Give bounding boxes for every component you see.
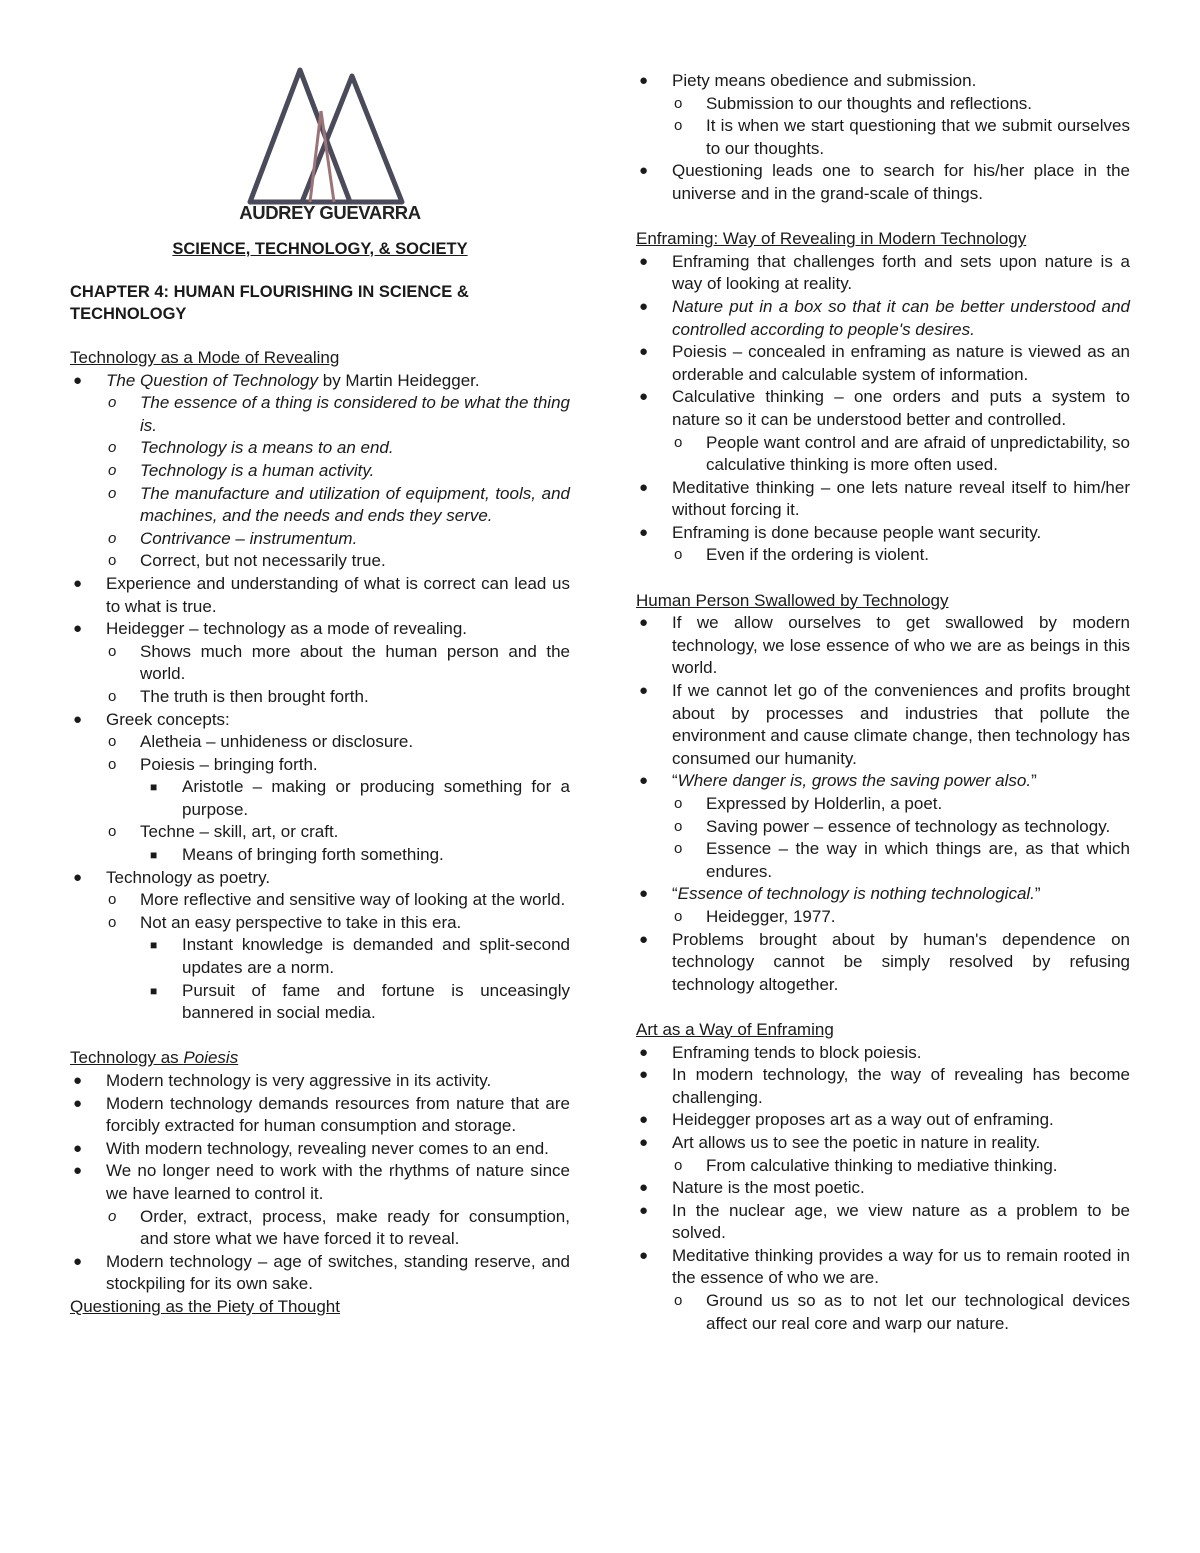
circle-bullet-icon: o [674,117,683,135]
list-item: o Expressed by Holderlin, a poet. [636,793,1130,816]
circle-bullet-icon: o [674,817,683,835]
bullet-icon: ● [639,1201,649,1219]
list-item: ● Technology as poetry. [70,867,570,890]
list-item: ● Calculative thinking – one orders and puts a system to nature so it can be understood better and controlled. [639,387,1130,429]
circle-bullet-icon: o [108,552,117,570]
bullet-icon: ● [639,162,649,180]
bullet-icon: ● [639,930,649,948]
circle-bullet-icon: o [108,642,117,660]
circle-bullet-icon: o [674,795,683,812]
list-item: ● If we cannot let go of the conveniences and profits brought about by processes and industries that pollute the environment and cause climate change, then technology has consumed our humanity. [639,681,1130,768]
list-item: o Even if the ordering is violent. [636,544,1130,567]
list-item: o Not an easy perspective to take in this era. [70,912,570,935]
circle-bullet-icon: o [108,529,117,547]
section-heading-art: Art as a Way of Enframing [636,1019,834,1039]
bullet-icon: ● [639,388,649,406]
section-heading-enframing: Enframing: Way of Revealing in Modern Technology [636,229,1027,249]
list-item: ● Heidegger proposes art as a way out of enframing. [636,1109,1130,1132]
list-item: ● Poiesis – concealed in enframing as nature is viewed as an orderable and calculable system of information. [639,342,1130,384]
list-item: ■ Pursuit of fame and fortune is unceasingly bannered in social media. [150,980,570,1023]
list-item: ● In modern technology, the way of revealing has become challenging. [639,1065,1130,1107]
list-item: o Aletheia – unhideness or disclosure. [70,731,570,754]
bullet-icon: ● [639,1246,649,1264]
list-item: ■ Instant knowledge is demanded and split-second updates are a norm. [150,935,570,978]
bullet-icon: ● [73,710,83,728]
circle-bullet-icon: o [674,546,683,564]
bullet-icon: ● [639,297,649,315]
bullet-icon: ● [639,252,649,270]
section-heading-swallowed: Human Person Swallowed by Technology [636,590,949,610]
section-list-poiesis [70,1070,570,1296]
circle-bullet-icon: o [108,733,117,751]
list-item: ● Problems brought about by human's dependence on technology cannot be simply resolved by refusing technology altogether. [639,929,1130,994]
list-item: o Technology is a means to an end. [70,437,570,460]
list-item: o Ground us so as to not let our technological devices affect our real core and warp our nature. [674,1291,1130,1333]
circle-bullet-icon: o [108,687,117,705]
circle-bullet-icon: o [674,433,683,451]
circle-bullet-icon: o [108,394,117,412]
circle-bullet-icon: o [108,461,117,479]
bullet-icon: ● [73,371,83,389]
bullet-icon: ● [73,868,83,886]
list-item: ● We no longer need to work with the rhythms of nature since we have learned to control it. [73,1161,570,1203]
list-item: ● “Where danger is, grows the saving power also.” [636,770,1130,793]
bullet-icon: ● [73,1252,83,1270]
bullet-icon: ● [639,885,649,903]
list-item: o Saving power – essence of technology as technology. [636,816,1130,839]
list-item: o The essence of a thing is considered to be what the thing is. [108,393,570,435]
list-item: o People want control and are afraid of unpredictability, so calculative thinking is more often used. [674,432,1130,475]
bullet-icon: ● [639,343,649,361]
square-bullet-icon: ■ [150,848,158,863]
list-item: ● Modern technology is very aggressive in its activity. [70,1070,570,1093]
section-list-swallowed [636,612,1130,996]
list-item: o Shows much more about the human person and the world. [108,641,570,684]
list-item: ● Nature is the most poetic. [636,1177,1130,1200]
list-item: ● Modern technology – age of switches, standing reserve, and stockpiling for its own sake. [73,1251,570,1294]
list-item: ● In the nuclear age, we view nature as a problem to be solved. [639,1200,1130,1243]
right-column [636,70,1130,1335]
list-item: ■ Means of bringing forth something. [70,844,570,867]
list-item: o The manufacture and utilization of equipment, tools, and machines, and the needs and ends they serve. [108,483,570,526]
bullet-icon: ● [73,1162,83,1180]
section-list-art [636,1042,1130,1336]
list-item: ● Enframing tends to block poiesis. [636,1042,1130,1065]
square-bullet-icon: ■ [150,938,158,953]
list-item: ● Meditative thinking – one lets nature reveal itself to him/her without forcing it. [639,477,1130,520]
list-item: ● With modern technology, revealing never comes to an end. [70,1138,570,1161]
list-item: o Contrivance – instrumentum. [70,528,570,551]
list-item: ● Experience and understanding of what is correct can lead us to what is true. [73,573,570,616]
list-item: o Essence – the way in which things are, as that which endures. [674,839,1130,881]
bullet-icon: ● [639,614,649,632]
list-item: o More reflective and sensitive way of looking at the world. [70,889,570,912]
list-item: ● Heidegger – technology as a mode of revealing. [70,618,570,641]
list-item: ● Meditative thinking provides a way for us to remain rooted in the essence of who we are. [639,1245,1130,1288]
list-item: o From calculative thinking to mediative thinking. [636,1155,1130,1178]
subject-title: SCIENCE, TECHNOLOGY, & SOCIETY [172,240,468,258]
section-list-mode-of-revealing [70,370,570,1025]
logo-author-name: AUDREY GUEVARRA [239,202,421,223]
bullet-icon: ● [639,1043,649,1061]
list-item: ● Art allows us to see the poetic in nature in reality. [636,1132,1130,1155]
bullet-icon: ● [639,772,649,790]
list-item: ● Enframing is done because people want security. [636,522,1130,545]
square-bullet-icon: ■ [150,983,158,998]
circle-bullet-icon: o [108,484,117,502]
list-item: o Poiesis – bringing forth. [70,754,570,777]
bullet-icon: ● [639,1066,649,1084]
circle-bullet-icon: o [108,755,117,773]
circle-bullet-icon: o [674,94,683,112]
circle-bullet-icon: o [108,439,117,457]
list-item: o Order, extract, process, make ready for consumption, and store what we have forced it to reveal. [108,1206,570,1249]
list-item: o Heidegger, 1977. [636,906,1130,929]
list-item: ● “Essence of technology is nothing technological.” [636,883,1130,906]
list-item: o Correct, but not necessarily true. [70,550,570,573]
list-item: o Techne – skill, art, or craft. [70,821,570,844]
list-item: o The truth is then brought forth. [70,686,570,709]
left-column [70,66,570,1319]
circle-bullet-icon: o [108,1207,117,1225]
section-list-piety [636,70,1130,206]
list-item: ● The Question of Technology by Martin Heidegger. [70,370,570,393]
list-item: ● Greek concepts: [70,709,570,732]
circle-bullet-icon: o [108,823,117,841]
section-list-enframing [636,251,1130,567]
list-item: ● Enframing that challenges forth and sets upon nature is a way of looking at reality. [639,251,1130,294]
bullet-icon: ● [639,1111,649,1129]
bullet-icon: ● [639,682,649,700]
bullet-icon: ● [73,1094,83,1112]
circle-bullet-icon: o [674,1156,683,1174]
list-item: ● Modern technology demands resources from nature that are forcibly extracted for human consumption and storage. [73,1093,570,1136]
square-bullet-icon: ■ [150,780,158,795]
section-heading-poiesis: Technology as Poiesis [70,1048,239,1068]
bullet-icon: ● [73,1139,83,1157]
list-item: ● Nature put in a box so that it can be better understood and controlled according to people's desires. [639,296,1130,339]
bullet-icon: ● [639,72,649,89]
list-item: o Submission to our thoughts and reflections. [636,93,1130,116]
circle-bullet-icon: o [108,891,117,909]
section-heading-mode-of-revealing: Technology as a Mode of Revealing [70,348,340,367]
circle-bullet-icon: o [108,913,117,931]
bullet-icon: ● [639,523,649,541]
bullet-icon: ● [73,620,83,638]
bullet-icon: ● [73,1072,83,1089]
triangle-logo-icon [220,66,420,206]
list-item: ● If we allow ourselves to get swallowed by modern technology, we lose essence of who we are as beings in this world. [639,613,1130,678]
bullet-icon: ● [639,1133,649,1151]
list-item: ● Questioning leads one to search for his/her place in the universe and in the grand-scale of things. [639,161,1130,203]
circle-bullet-icon: o [674,907,683,925]
list-item: o It is when we start questioning that we submit ourselves to our thoughts. [674,116,1130,158]
bullet-icon: ● [73,574,83,592]
section-heading-piety: Questioning as the Piety of Thought [70,1296,340,1316]
list-item: ● Piety means obedience and submission. [636,70,1130,93]
chapter-title: CHAPTER 4: HUMAN FLOURISHING IN SCIENCE & TECHNOLOGY [70,283,469,323]
circle-bullet-icon: o [674,1292,683,1310]
bullet-icon: ● [639,478,649,496]
bullet-icon: ● [639,1179,649,1197]
circle-bullet-icon: o [674,840,683,858]
list-item: o Technology is a human activity. [70,460,570,483]
list-item: ■ Aristotle – making or producing something for a purpose. [150,777,570,819]
